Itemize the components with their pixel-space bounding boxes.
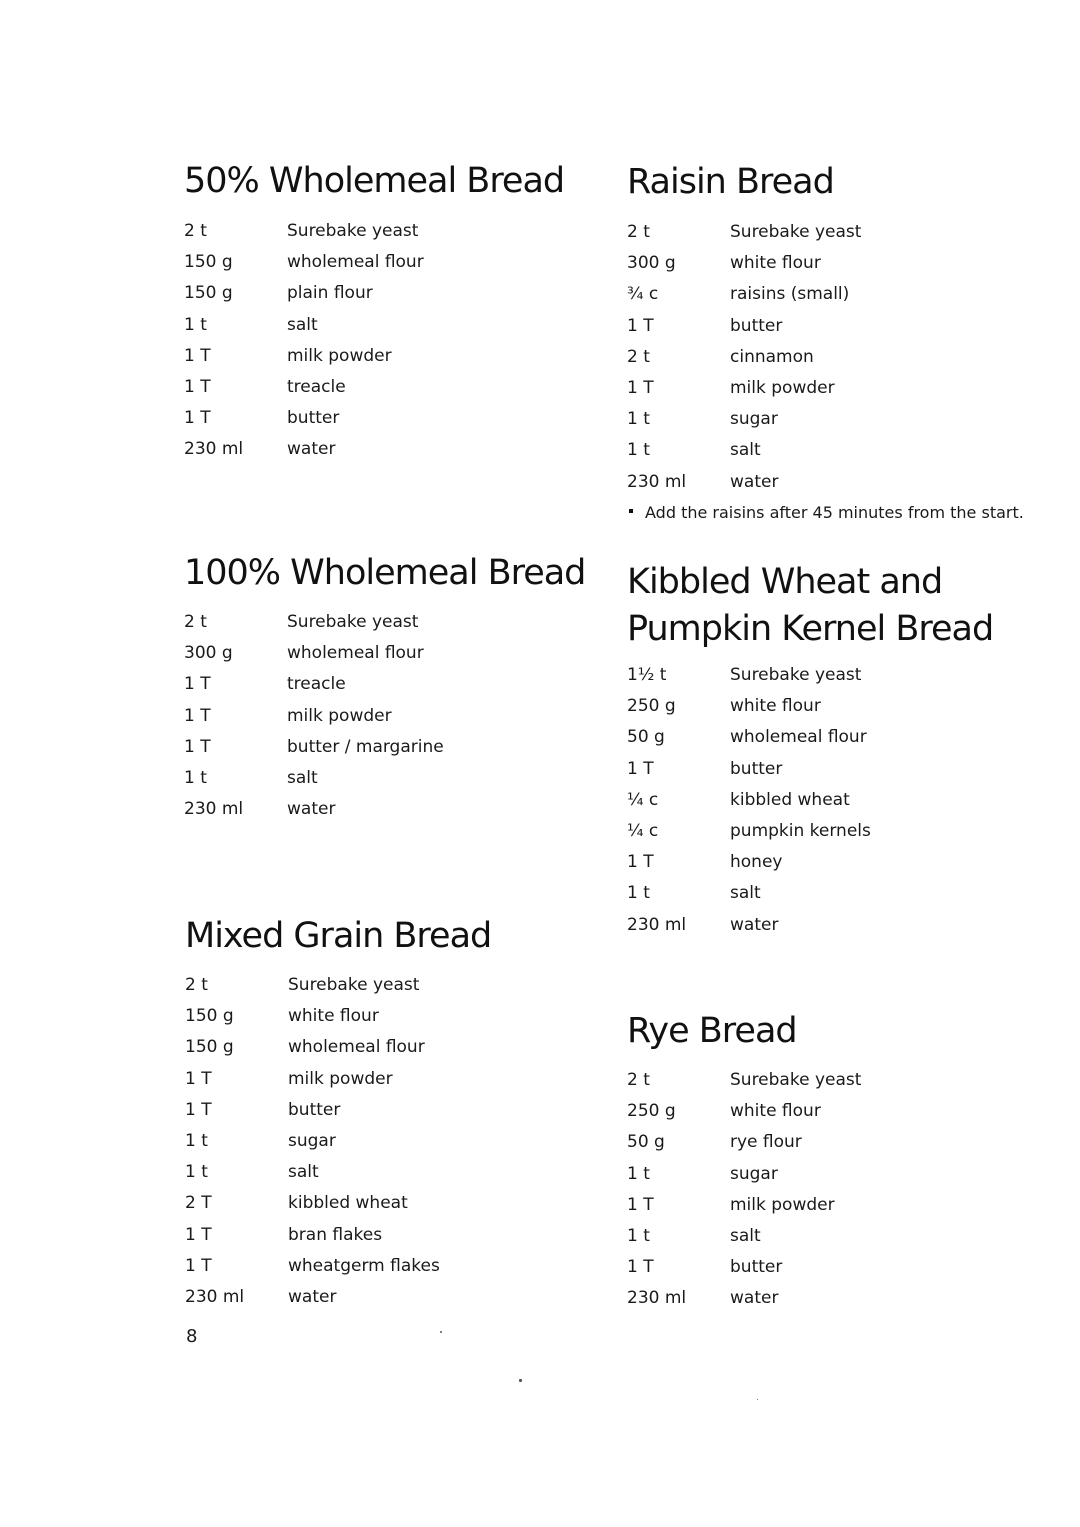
ingredient-quantity: 230 ml: [184, 439, 244, 460]
ingredient-row: [184, 403, 564, 434]
ingredient-row: [184, 216, 564, 247]
ingredient-row: [184, 732, 585, 763]
ingredient-quantity: 50 g: [627, 1132, 665, 1153]
ingredient-quantity: 1 T: [627, 1257, 654, 1278]
ingredient-row: [627, 660, 1007, 691]
ingredient-quantity: 1 t: [627, 409, 650, 430]
ingredient-quantity: 230 ml: [627, 471, 687, 492]
ingredient-name: butter: [730, 315, 783, 336]
ingredient-row: [184, 247, 564, 278]
ingredient-row: [627, 785, 1007, 816]
ingredient-row: [627, 342, 1024, 373]
ingredient-quantity: 1 t: [627, 440, 650, 461]
ingredient-list: [627, 660, 1007, 941]
ingredient-quantity: ¾ c: [627, 284, 659, 305]
ingredient-quantity: 1 T: [185, 1068, 212, 1089]
ingredient-name: Surebake yeast: [288, 975, 420, 995]
ingredient-row: [185, 1251, 491, 1282]
recipe-50-wholemeal-bread: [184, 158, 564, 466]
ingredient-name: rye flour: [730, 1132, 802, 1153]
ingredient-row: [627, 722, 1007, 753]
ingredient-quantity: 230 ml: [627, 914, 687, 935]
ingredient-quantity: 150 g: [184, 252, 233, 273]
ingredient-quantity: 2 t: [185, 975, 208, 995]
ingredient-quantity: 150 g: [185, 1037, 234, 1058]
ingredient-row: [185, 1282, 491, 1313]
ingredient-name: salt: [730, 1225, 761, 1246]
ingredient-quantity: ¼ c: [627, 789, 659, 810]
ingredient-row: [185, 1095, 491, 1126]
ingredient-name: butter: [288, 1099, 341, 1120]
ingredient-row: [627, 816, 1007, 847]
scan-speck: [757, 1399, 758, 1400]
ingredient-row: [627, 373, 1024, 404]
ingredient-row: [185, 1220, 491, 1251]
ingredient-row: [627, 311, 1024, 342]
ingredient-quantity: 250 g: [627, 696, 676, 717]
recipe-mixed-grain-bread: [185, 913, 491, 1313]
ingredient-row: [627, 279, 1024, 310]
ingredient-quantity: 1½ t: [627, 665, 667, 685]
bullet-icon: [629, 509, 633, 513]
ingredient-row: [627, 691, 1007, 722]
ingredient-name: white flour: [730, 253, 821, 274]
ingredient-name: salt: [730, 883, 761, 904]
scan-speck: [440, 1331, 442, 1333]
ingredient-name: white flour: [730, 696, 821, 717]
recipe-note: [627, 500, 1024, 526]
ingredient-name: kibbled wheat: [730, 789, 850, 810]
ingredient-row: [627, 1096, 861, 1127]
ingredient-quantity: 1 T: [185, 1255, 212, 1276]
ingredient-name: Surebake yeast: [730, 1070, 862, 1090]
recipe-title: Mixed Grain Bread: [185, 916, 492, 956]
ingredient-name: Surebake yeast: [730, 665, 862, 685]
ingredient-name: wheatgerm flakes: [288, 1255, 440, 1276]
ingredient-quantity: ¼ c: [627, 820, 659, 841]
recipe-rye-bread: [627, 1008, 861, 1315]
ingredient-name: Surebake yeast: [730, 222, 862, 242]
ingredient-name: salt: [730, 440, 761, 461]
ingredient-row: [184, 701, 585, 732]
note-text: Add the raisins after 45 minutes from the start.: [645, 502, 1024, 522]
ingredient-name: milk powder: [730, 1194, 835, 1215]
ingredient-row: [627, 1065, 861, 1096]
ingredient-name: wholemeal flour: [287, 252, 424, 273]
ingredient-name: butter: [287, 408, 340, 429]
recipe-title: 100% Wholemeal Bread: [184, 553, 586, 593]
ingredient-row: [627, 1127, 861, 1158]
ingredient-quantity: 2 t: [627, 1070, 650, 1090]
ingredient-row: [184, 763, 585, 794]
ingredient-quantity: 230 ml: [627, 1288, 687, 1309]
ingredient-row: [185, 1126, 491, 1157]
ingredient-name: plain flour: [287, 283, 373, 304]
ingredient-row: [627, 1190, 861, 1221]
ingredient-name: sugar: [730, 1163, 778, 1184]
ingredient-row: [184, 278, 564, 309]
ingredient-quantity: 230 ml: [185, 1286, 245, 1307]
recipe-kibbled-wheat-pumpkin-kernel-bread: [627, 559, 1007, 941]
ingredient-row: [627, 1159, 861, 1190]
recipe-raisin-bread: [627, 159, 1024, 526]
ingredient-name: water: [730, 914, 779, 935]
ingredient-row: [184, 310, 564, 341]
ingredient-name: milk powder: [730, 377, 835, 398]
ingredient-name: water: [287, 799, 336, 820]
ingredient-row: [185, 970, 491, 1001]
ingredient-name: white flour: [288, 1006, 379, 1027]
ingredient-row: [184, 372, 564, 403]
ingredient-name: salt: [288, 1162, 319, 1183]
ingredient-list: [185, 970, 491, 1313]
recipe-title: 50% Wholemeal Bread: [184, 161, 565, 201]
ingredient-quantity: 1 t: [185, 1162, 208, 1183]
ingredient-quantity: 1 T: [184, 674, 211, 695]
ingredient-row: [627, 467, 1024, 498]
ingredient-row: [627, 878, 1007, 909]
ingredient-row: [185, 1032, 491, 1063]
ingredient-name: cinnamon: [730, 346, 814, 367]
ingredient-row: [627, 910, 1007, 941]
recipe-title: Kibbled Wheat and Pumpkin Kernel Bread: [627, 562, 994, 649]
recipe-title: Rye Bread: [627, 1011, 797, 1051]
ingredient-quantity: 150 g: [184, 283, 233, 304]
ingredient-name: butter / margarine: [287, 736, 444, 757]
ingredient-name: butter: [730, 758, 783, 779]
ingredient-name: wholemeal flour: [287, 643, 424, 664]
ingredient-quantity: 1 T: [627, 758, 654, 779]
ingredient-quantity: 1 T: [185, 1224, 212, 1245]
ingredient-quantity: 1 T: [184, 736, 211, 757]
ingredient-name: sugar: [288, 1130, 336, 1151]
ingredient-row: [184, 434, 564, 465]
ingredient-quantity: 1 T: [627, 315, 654, 336]
ingredient-row: [627, 217, 1024, 248]
ingredient-row: [185, 1001, 491, 1032]
ingredient-name: Surebake yeast: [287, 221, 419, 241]
ingredient-quantity: 2 t: [184, 221, 207, 241]
ingredient-row: [627, 1221, 861, 1252]
recipe-title: Raisin Bread: [627, 162, 834, 202]
ingredient-row: [627, 248, 1024, 279]
ingredient-list: [627, 1065, 861, 1315]
ingredient-name: sugar: [730, 409, 778, 430]
ingredient-quantity: 1 T: [184, 345, 211, 366]
ingredient-list: [184, 607, 585, 825]
ingredient-name: white flour: [730, 1101, 821, 1122]
ingredient-name: water: [730, 1288, 779, 1309]
ingredient-name: Surebake yeast: [287, 612, 419, 632]
ingredient-name: butter: [730, 1257, 783, 1278]
ingredient-name: water: [287, 439, 336, 460]
ingredient-row: [184, 341, 564, 372]
ingredient-row: [184, 794, 585, 825]
ingredient-quantity: 1 T: [627, 852, 654, 873]
ingredient-name: water: [288, 1286, 337, 1307]
ingredient-name: wholemeal flour: [288, 1037, 425, 1058]
ingredient-quantity: 1 T: [627, 1194, 654, 1215]
ingredient-name: honey: [730, 852, 783, 873]
ingredient-name: pumpkin kernels: [730, 820, 871, 841]
scan-speck: [519, 1379, 522, 1382]
ingredient-quantity: 300 g: [184, 643, 233, 664]
ingredient-list: [184, 216, 564, 466]
ingredient-row: [185, 1188, 491, 1219]
ingredient-quantity: 1 t: [184, 767, 207, 788]
ingredient-quantity: 50 g: [627, 727, 665, 748]
ingredient-quantity: 1 t: [185, 1130, 208, 1151]
ingredient-row: [627, 435, 1024, 466]
ingredient-name: salt: [287, 314, 318, 335]
ingredient-row: [184, 607, 585, 638]
ingredient-list: [627, 217, 1024, 498]
ingredient-row: [184, 638, 585, 669]
ingredient-row: [627, 1283, 861, 1314]
ingredient-quantity: 1 t: [627, 1163, 650, 1184]
ingredient-quantity: 1 t: [184, 314, 207, 335]
ingredient-quantity: 1 T: [184, 376, 211, 397]
ingredient-name: milk powder: [287, 705, 392, 726]
ingredient-quantity: 2 t: [627, 222, 650, 242]
ingredient-quantity: 1 T: [627, 377, 654, 398]
ingredient-quantity: 150 g: [185, 1006, 234, 1027]
ingredient-quantity: 1 t: [627, 1225, 650, 1246]
ingredient-quantity: 1 T: [184, 705, 211, 726]
ingredient-quantity: 1 T: [185, 1099, 212, 1120]
ingredient-quantity: 1 T: [184, 408, 211, 429]
ingredient-row: [627, 754, 1007, 785]
ingredient-name: kibbled wheat: [288, 1193, 408, 1214]
ingredient-row: [185, 1064, 491, 1095]
ingredient-name: milk powder: [287, 345, 392, 366]
ingredient-name: salt: [287, 767, 318, 788]
ingredient-row: [627, 404, 1024, 435]
ingredient-quantity: 2 T: [185, 1193, 212, 1214]
ingredient-row: [627, 1252, 861, 1283]
ingredient-quantity: 230 ml: [184, 799, 244, 820]
ingredient-row: [627, 847, 1007, 878]
ingredient-row: [184, 669, 585, 700]
ingredient-name: treacle: [287, 674, 346, 695]
ingredient-name: water: [730, 471, 779, 492]
ingredient-name: wholemeal flour: [730, 727, 867, 748]
ingredient-quantity: 1 t: [627, 883, 650, 904]
ingredient-name: bran flakes: [288, 1224, 383, 1245]
ingredient-name: milk powder: [288, 1068, 393, 1089]
recipe-100-wholemeal-bread: [184, 550, 585, 825]
ingredient-quantity: 300 g: [627, 253, 676, 274]
ingredient-row: [185, 1157, 491, 1188]
ingredient-quantity: 2 t: [627, 346, 650, 367]
ingredient-name: raisins (small): [730, 284, 850, 305]
ingredient-quantity: 2 t: [184, 612, 207, 632]
ingredient-quantity: 250 g: [627, 1101, 676, 1122]
ingredient-name: treacle: [287, 376, 346, 397]
page-number: 8: [186, 1326, 198, 1347]
